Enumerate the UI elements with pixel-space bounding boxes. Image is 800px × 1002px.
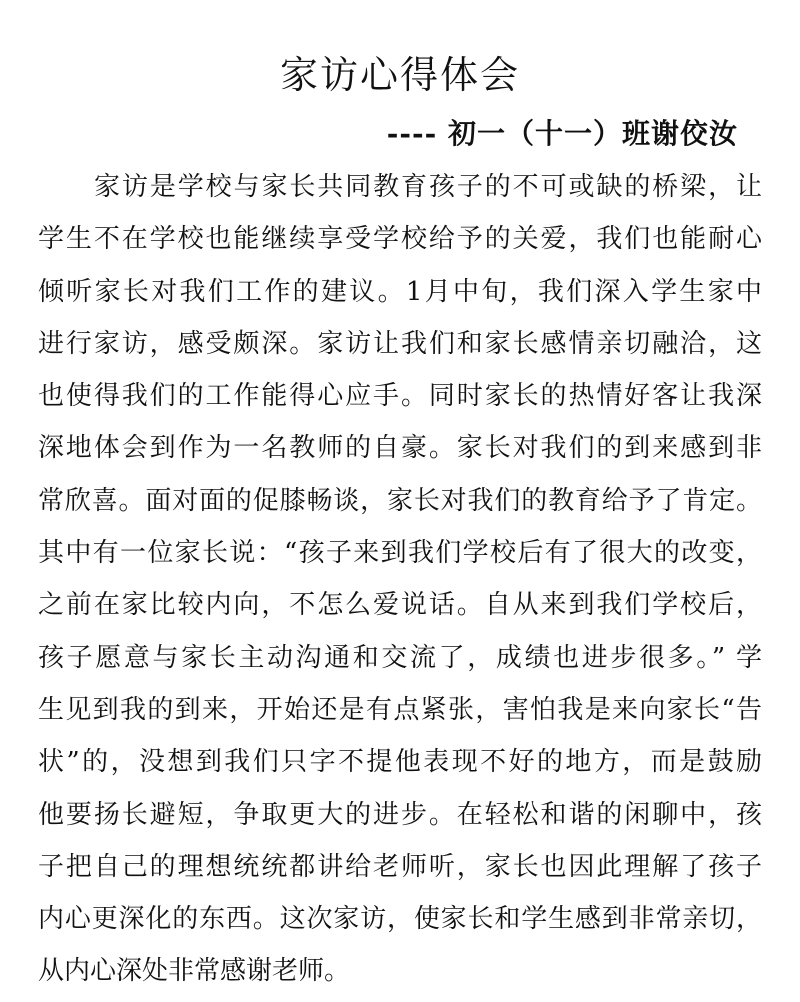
paragraph-line: 家访是学校与家长共同教育孩子的不可或缺的桥梁，让 — [94, 172, 762, 202]
author-byline: ---- 初一（十一）班谢佼汝 — [386, 117, 738, 150]
paragraph-line: 状”的，没想到我们只字不提他表现不好的地方，而是鼓励 — [38, 747, 762, 778]
paragraph-line: 也使得我们的工作能得心应手。同时家长的热情好客让我深 — [38, 381, 762, 412]
paragraph-line: 从内心深处非常感谢老师。 — [38, 956, 351, 987]
paragraph-line: 进行家访，感受颇深。家访让我们和家长感情亲切融洽，这 — [38, 328, 762, 359]
paragraph-line: 常欣喜。面对面的促膝畅谈，家长对我们的教育给予了肯定。 — [38, 485, 762, 516]
paragraph-line: 学生不在学校也能继续享受学校给予的关爱，我们也能耐心 — [38, 224, 762, 255]
paragraph-line: 深地体会到作为一名教师的自豪。家长对我们的到来感到非 — [38, 433, 762, 464]
paragraph-line: 生见到我的到来，开始还是有点紧张，害怕我是来向家长“告 — [38, 694, 762, 725]
paragraph-line: 孩子愿意与家长主动沟通和交流了，成绩也进步很多。” 学 — [38, 642, 762, 673]
paragraph-line: 倾听家长对我们工作的建议。1月中旬，我们深入学生家中 — [38, 276, 762, 307]
paragraph-line: 子把自己的理想统统都讲给老师听，家长也因此理解了孩子 — [38, 851, 762, 882]
body-paragraph — [38, 165, 762, 1002]
paragraph-line: 他要扬长避短，争取更大的进步。在轻松和谐的闲聊中，孩 — [38, 799, 762, 830]
paragraph-line: 其中有一位家长说：“孩子来到我们学校后有了很大的改变， — [38, 538, 762, 569]
document-title: 家访心得体会 — [279, 53, 520, 97]
paragraph-line: 内心更深化的东西。这次家访，使家长和学生感到非常亲切， — [38, 904, 762, 935]
paragraph-line: 之前在家比较内向，不怎么爱说话。自从来到我们学校后， — [38, 590, 762, 621]
